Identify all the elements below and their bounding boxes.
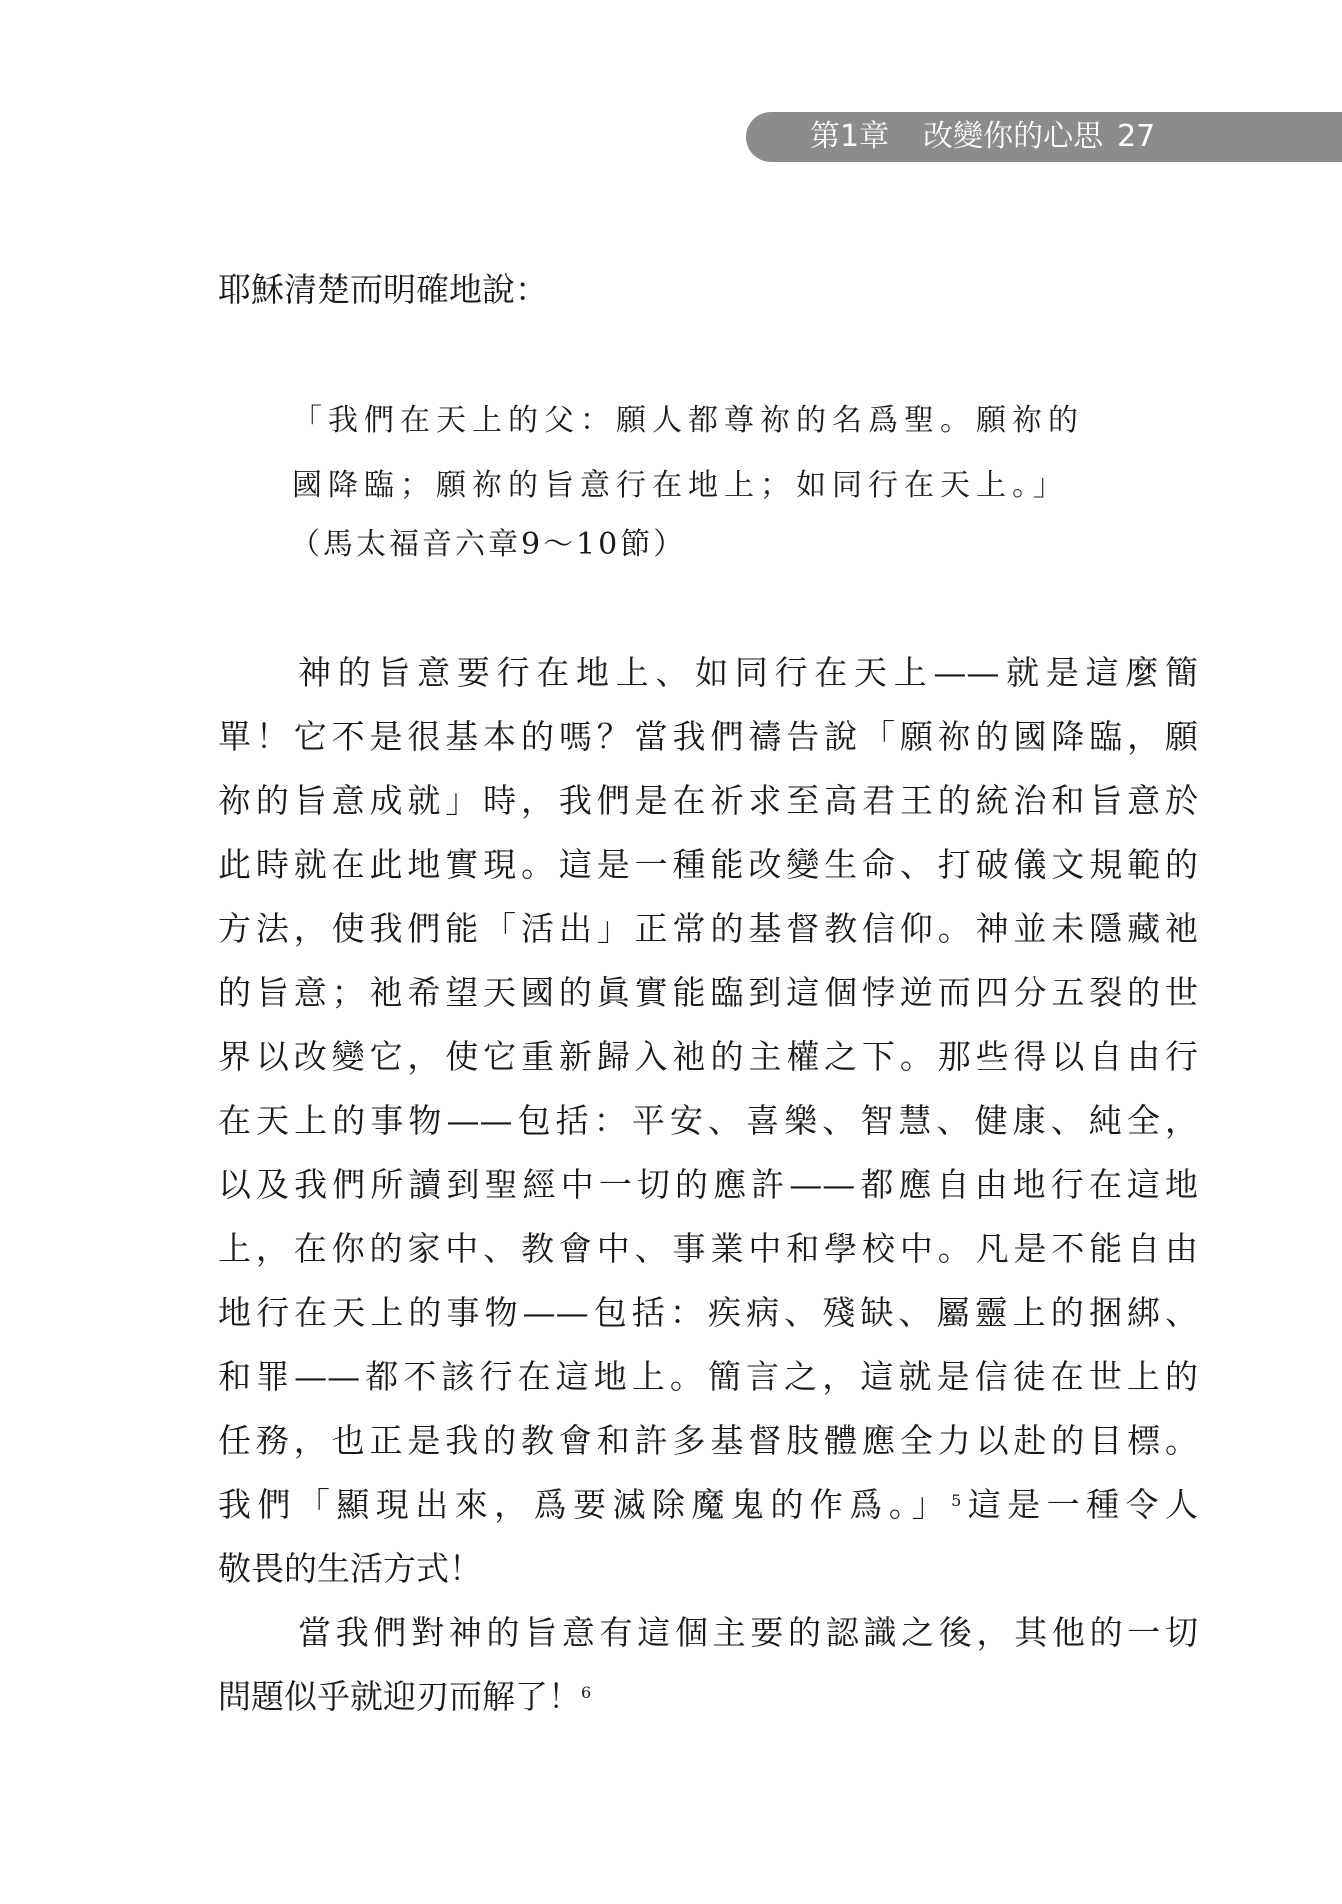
- scripture-quote: [292, 388, 1132, 518]
- paragraph-line: 以及我們所讀到聖經中一切的應許——都應自由地行在這地: [218, 1165, 1198, 1204]
- paragraph-line: 此時就在此地實現。這是一種能改變生命、打破儀文規範的: [218, 845, 1198, 884]
- paragraph-line: 地行在天上的事物——包括：疾病、殘缺、屬靈上的捆綁、: [218, 1293, 1198, 1332]
- intro-sentence: 耶穌清楚而明確地說：: [218, 270, 548, 309]
- footnote-marker: 6: [581, 1683, 592, 1702]
- paragraph-line-start: 我們「顯現出來，爲要滅除魔鬼的作爲。」: [218, 1485, 952, 1524]
- body-text: [218, 641, 1198, 1729]
- paragraph-line: 祢的旨意成就」時，我們是在祈求至高君王的統治和旨意於: [218, 781, 1198, 820]
- quote-line: 國降臨；願祢的旨意行在地上；如同行在天上。」: [292, 468, 1069, 503]
- footnote-marker: 5: [951, 1491, 962, 1510]
- paragraph-line-with-footnote: [218, 1473, 1198, 1537]
- paragraph-line: 的旨意；祂希望天國的眞實能臨到這個悖逆而四分五裂的世: [218, 973, 1198, 1012]
- paragraph-line: 方法，使我們能「活出」正常的基督教信仰。神並未隱藏祂: [218, 909, 1198, 948]
- running-header: [810, 112, 1155, 162]
- paragraph-line: 當我們對神的旨意有這個主要的認識之後，其他的一切: [298, 1613, 1198, 1652]
- chapter-title: 改變你的心思: [923, 119, 1104, 154]
- paragraph-line: 在天上的事物——包括：平安、喜樂、智慧、健康、純全，: [218, 1101, 1198, 1140]
- paragraph-line: 任務，也正是我的教會和許多基督肢體應全力以赴的目標。: [218, 1421, 1198, 1460]
- paragraph-line: 上，在你的家中、教會中、事業中和學校中。凡是不能自由: [218, 1229, 1198, 1268]
- paragraph-line-end: 這是一種令人: [961, 1485, 1199, 1524]
- chapter-label: 第1章: [810, 119, 890, 154]
- paragraph-line: 敬畏的生活方式！: [218, 1549, 482, 1588]
- scripture-citation: （馬太福音六章9～10節）: [290, 527, 687, 562]
- paragraph-line: 和罪——都不該行在這地上。簡言之，這就是信徒在世上的: [218, 1357, 1198, 1396]
- paragraph-line: 單！它不是很基本的嗎？當我們禱告說「願祢的國降臨，願: [218, 717, 1198, 756]
- quote-line: 「我們在天上的父：願人都尊祢的名爲聖。願祢的: [292, 403, 1084, 438]
- paragraph-line-start: 問題似乎就迎刃而解了！: [218, 1677, 581, 1716]
- paragraph-line-with-footnote: [218, 1665, 1198, 1729]
- paragraph-line: 神的旨意要行在地上、如同行在天上——就是這麼簡: [298, 653, 1198, 692]
- paragraph-line: 界以改變它，使它重新歸入祂的主權之下。那些得以自由行: [218, 1037, 1198, 1076]
- page-number: 27: [1117, 119, 1156, 154]
